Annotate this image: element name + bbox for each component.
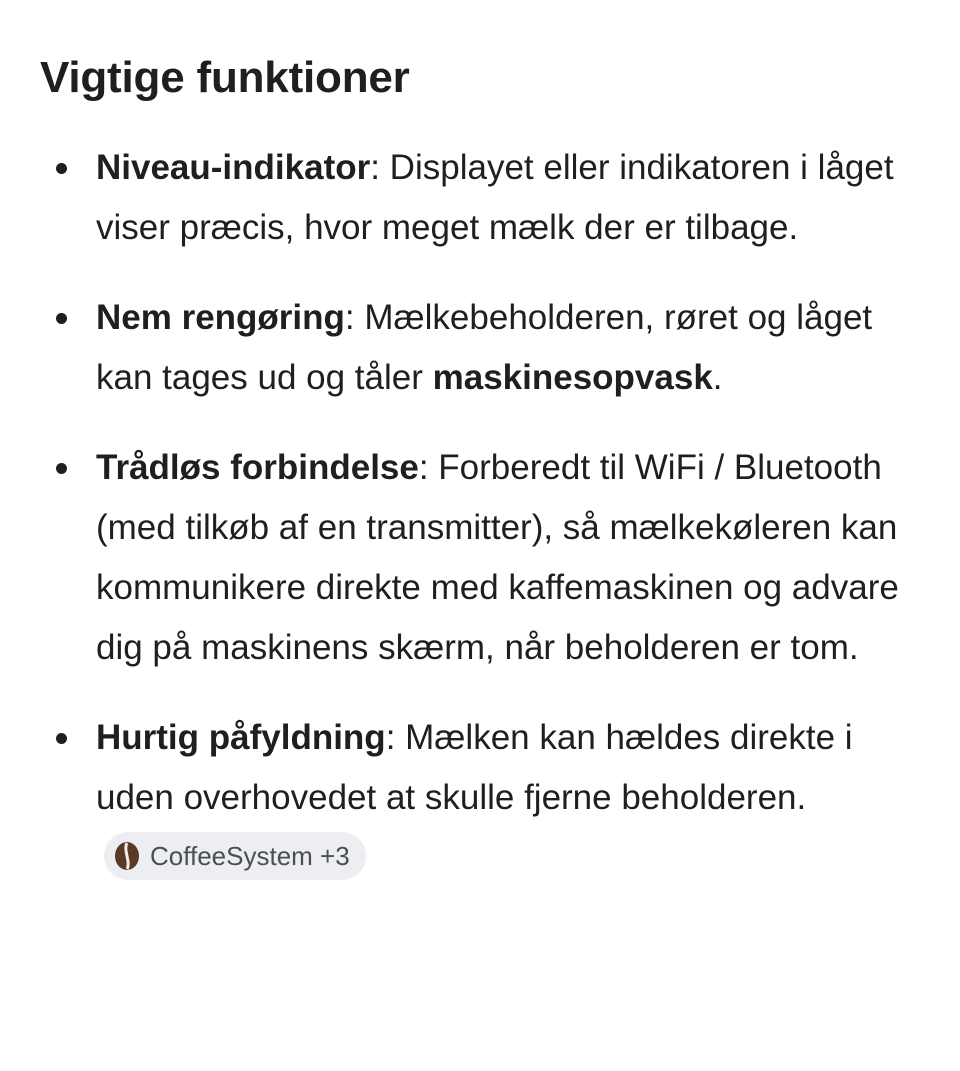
list-item bbox=[40, 438, 920, 678]
feature-tail: . bbox=[712, 358, 723, 397]
bullet-icon bbox=[56, 463, 67, 474]
section-title: Vigtige funktioner bbox=[40, 53, 410, 102]
list-item bbox=[40, 138, 920, 258]
bullet-icon bbox=[56, 313, 67, 324]
feature-term: Nem rengøring bbox=[96, 298, 345, 337]
feature-emphasis: maskinesopvask bbox=[432, 358, 713, 397]
list-item bbox=[40, 288, 920, 408]
bullet-icon bbox=[56, 163, 67, 174]
feature-term: Trådløs forbindelse bbox=[96, 448, 419, 487]
coffee-bean-icon bbox=[114, 841, 140, 871]
source-chip[interactable] bbox=[104, 832, 366, 880]
source-chip-label: CoffeeSystem +3 bbox=[150, 840, 350, 871]
feature-text: : Forberedt til WiFi / Bluetooth (med tilkøb af en transmitter), så mælkekøleren kan kommunikere direkte med kaffemaskinen og advare dig på maskinens skærm, når beholderen er tom. bbox=[96, 448, 899, 667]
feature-text: : Displayet eller indikatoren i låget viser præcis, hvor meget mælk der er tilbage. bbox=[96, 148, 894, 247]
feature-term: Niveau-indikator bbox=[96, 148, 371, 187]
bullet-icon bbox=[56, 733, 67, 744]
feature-list bbox=[40, 138, 920, 888]
list-item bbox=[40, 708, 920, 888]
feature-text: : Mælkebeholderen, røret og låget kan tages ud og tåler bbox=[96, 298, 873, 397]
feature-term: Hurtig påfyldning bbox=[96, 718, 386, 757]
feature-text: : Mælken kan hældes direkte i uden overhovedet at skulle fjerne beholderen. bbox=[96, 718, 853, 817]
